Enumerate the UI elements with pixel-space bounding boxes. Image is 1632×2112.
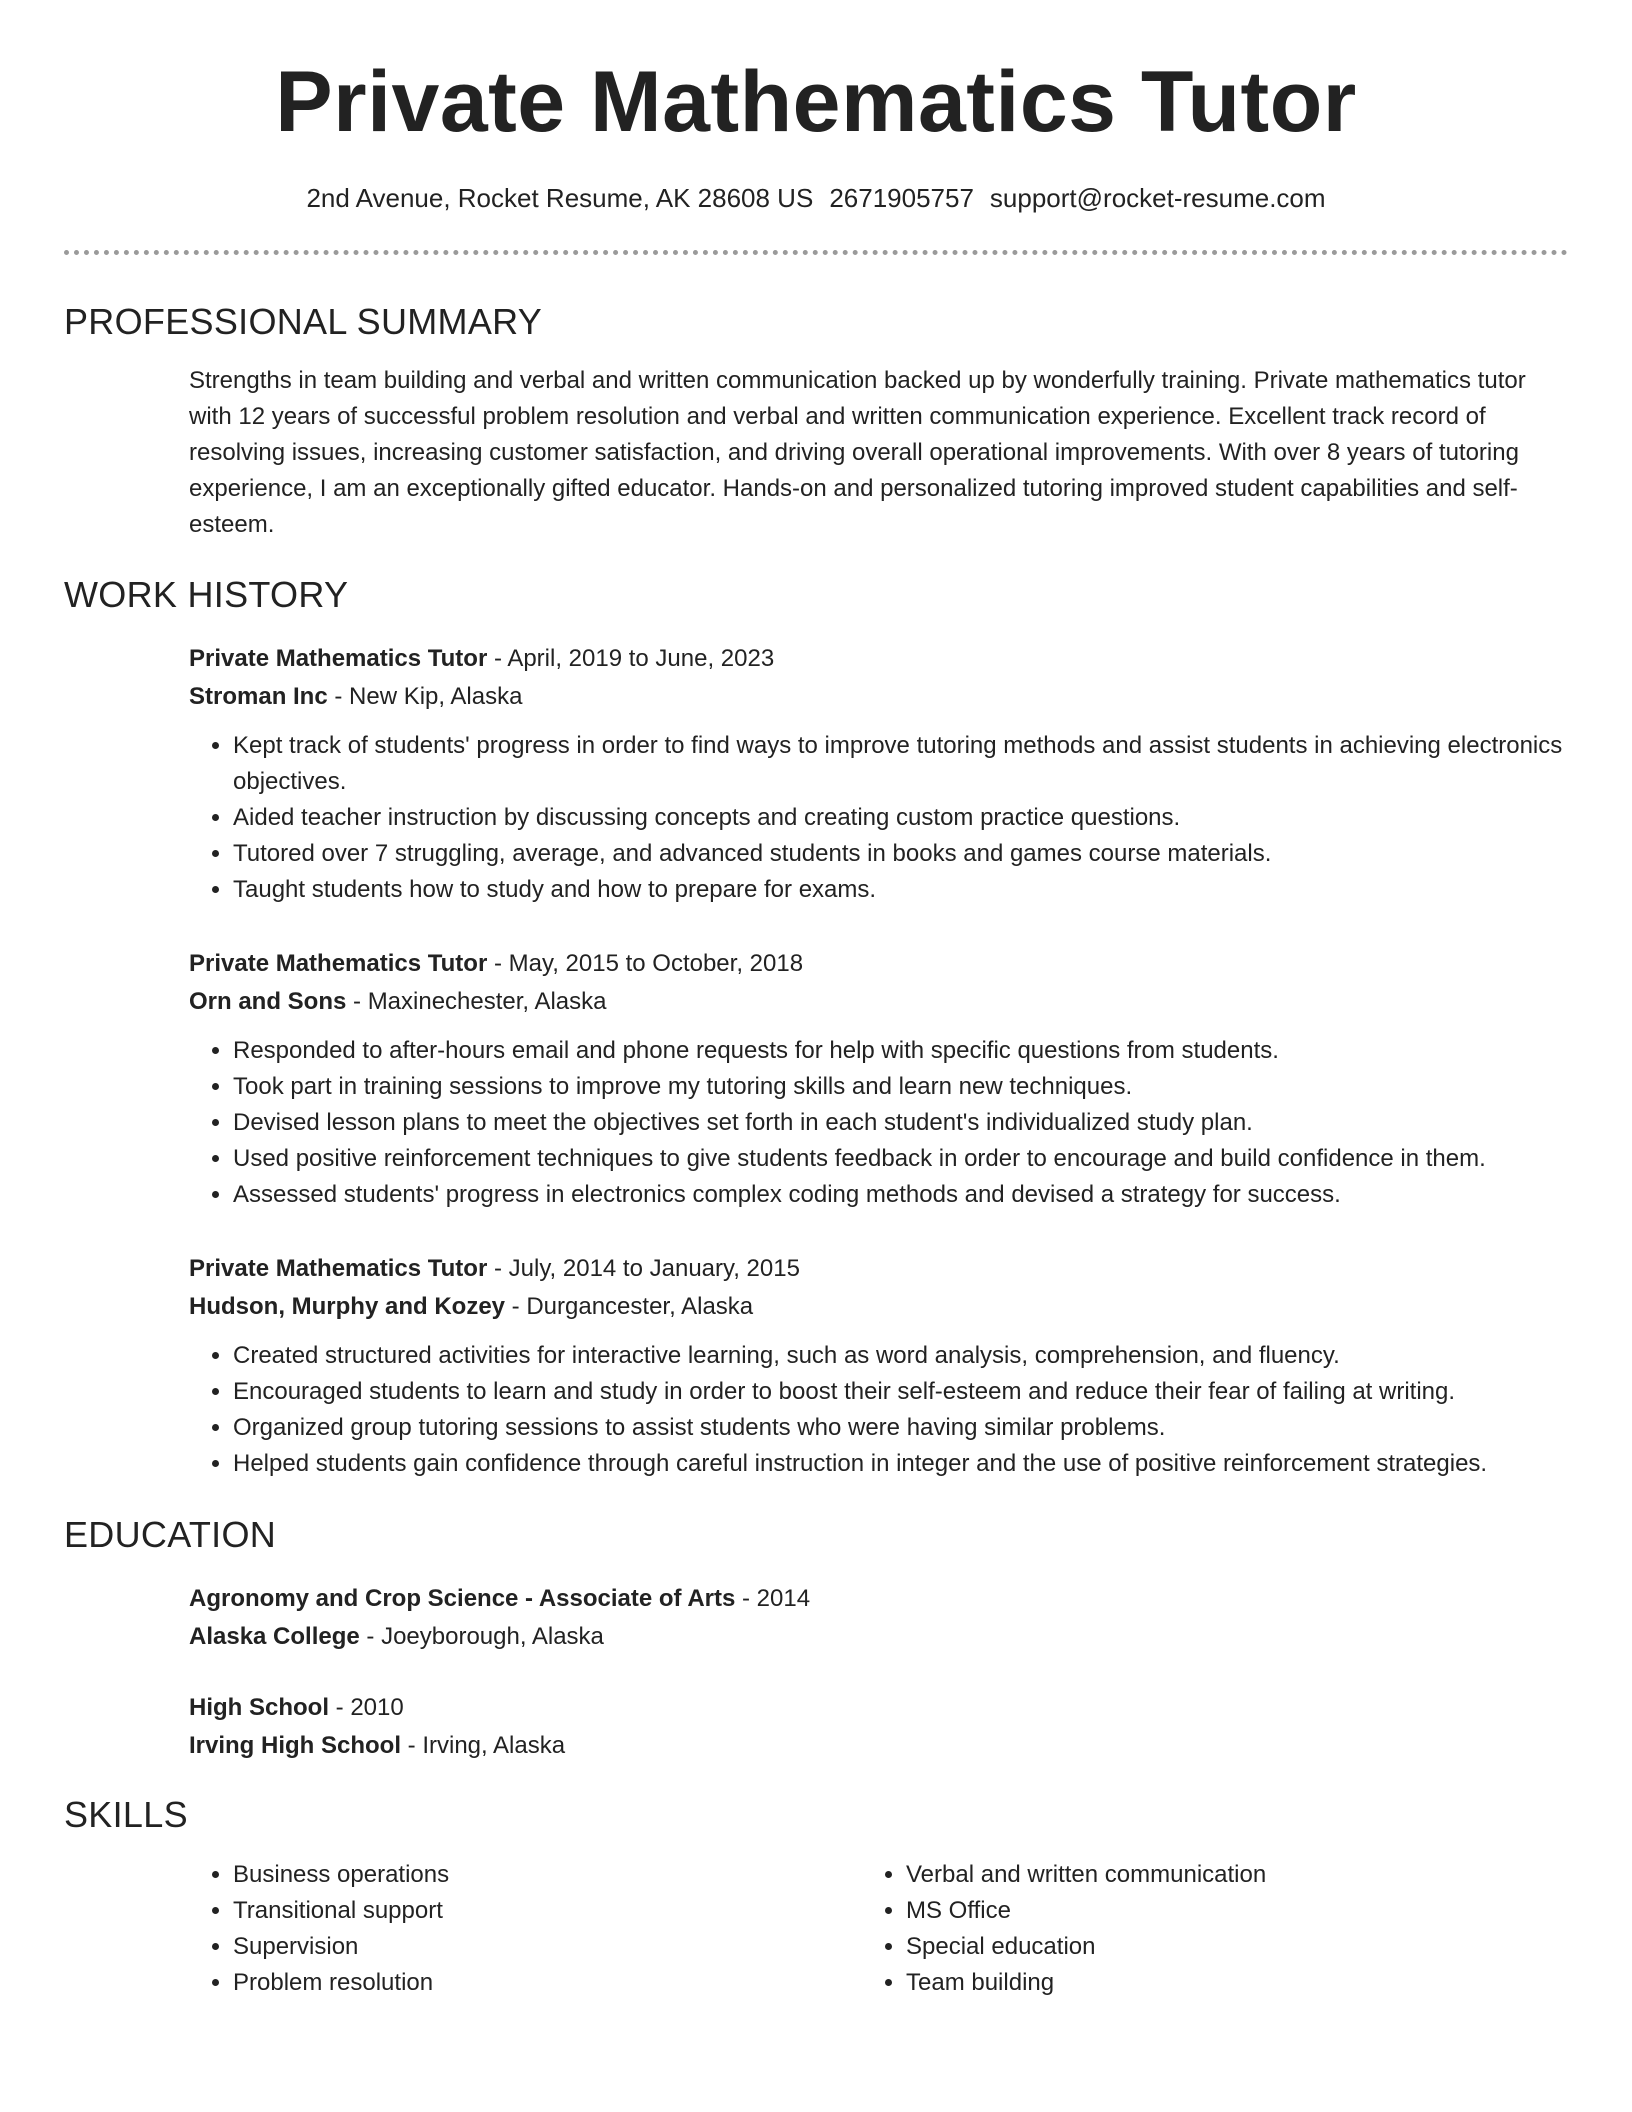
summary-text: Strengths in team building and verbal and written communication backed up by wonderfully training. Private mathematics tutor with 12 years of successful problem resolution and verbal and written communication experience. Excellent track record of resolving issues, increasing customer satisfaction, and driving overall operational improvements. With over 8 years of tutoring experience, I am an exceptionally gifted educator. Hands-on and personalized tutoring improved student capabilities and self-esteem. bbox=[189, 367, 1526, 538]
skill-item: • Business operations bbox=[233, 1857, 789, 1893]
job-bullet: • Organized group tutoring sessions to assist students who were having similar problems. bbox=[233, 1410, 1569, 1446]
skill-item: • Supervision bbox=[233, 1929, 789, 1965]
job-bullet: • Created structured activities for interactive learning, such as word analysis, comprehension, and fluency. bbox=[233, 1338, 1569, 1374]
job-role: Private Mathematics Tutor bbox=[189, 950, 488, 977]
job-role: Private Mathematics Tutor bbox=[189, 645, 488, 672]
education-year: - 2014 bbox=[735, 1585, 811, 1612]
education-degree-line bbox=[189, 1689, 1569, 1727]
skills-heading: SKILLS bbox=[64, 1794, 188, 1835]
skills-list bbox=[189, 1857, 789, 2001]
education-degree: High School bbox=[189, 1694, 329, 1721]
job-role: Private Mathematics Tutor bbox=[189, 1255, 488, 1282]
job-company: Orn and Sons bbox=[189, 988, 347, 1015]
job-title-line bbox=[189, 1250, 1569, 1288]
job-bullet: • Responded to after-hours email and phone requests for help with specific questions from students. bbox=[233, 1033, 1569, 1069]
job-bullet: • Assessed students' progress in electronics complex coding methods and devised a strategy for success. bbox=[233, 1177, 1569, 1213]
skills-column-right bbox=[862, 1857, 1462, 2001]
skill-item: • Transitional support bbox=[233, 1893, 789, 1929]
skill-item: • Problem resolution bbox=[233, 1965, 789, 2001]
skill-item: • Team building bbox=[906, 1965, 1462, 2001]
job-company: Hudson, Murphy and Kozey bbox=[189, 1293, 506, 1320]
job-title-line bbox=[189, 945, 1569, 983]
skills-list bbox=[862, 1857, 1462, 2001]
work-history-heading: WORK HISTORY bbox=[64, 574, 349, 615]
contact-line bbox=[0, 181, 1632, 215]
skill-item: • Special education bbox=[906, 1929, 1462, 1965]
education-school-line bbox=[189, 1618, 1569, 1656]
education-location: - Joeyborough, Alaska bbox=[359, 1623, 604, 1650]
job-dates: - April, 2019 to June, 2023 bbox=[487, 645, 775, 672]
education-school: Alaska College bbox=[189, 1623, 360, 1650]
job-company: Stroman Inc bbox=[189, 683, 328, 710]
job-entry bbox=[189, 640, 1569, 908]
contact-phone: 2671905757 bbox=[829, 183, 974, 213]
job-entry bbox=[189, 1250, 1569, 1482]
summary-section bbox=[189, 363, 1569, 543]
job-company-line bbox=[189, 983, 1569, 1021]
education-entry bbox=[189, 1689, 1569, 1765]
job-bullet: • Aided teacher instruction by discussing concepts and creating custom practice questions. bbox=[233, 800, 1569, 836]
education-entry bbox=[189, 1580, 1569, 1656]
job-dates: - May, 2015 to October, 2018 bbox=[487, 950, 804, 977]
job-bullet: • Helped students gain confidence through careful instruction in integer and the use of positive reinforcement strategies. bbox=[233, 1446, 1569, 1482]
summary-heading: PROFESSIONAL SUMMARY bbox=[64, 301, 543, 342]
education-location: - Irving, Alaska bbox=[401, 1732, 566, 1759]
job-bullet: • Taught students how to study and how to prepare for exams. bbox=[233, 872, 1569, 908]
education-school: Irving High School bbox=[189, 1732, 402, 1759]
job-company-line bbox=[189, 1288, 1569, 1326]
header-divider bbox=[64, 250, 1568, 255]
resume-name: Private Mathematics Tutor bbox=[275, 54, 1357, 150]
education-school-line bbox=[189, 1727, 1569, 1765]
job-bullet: • Encouraged students to learn and study in order to boost their self-esteem and reduce their fear of failing at writing. bbox=[233, 1374, 1569, 1410]
education-degree-line bbox=[189, 1580, 1569, 1618]
job-location: - New Kip, Alaska bbox=[327, 683, 523, 710]
job-bullet: • Devised lesson plans to meet the objectives set forth in each student's individualized study plan. bbox=[233, 1105, 1569, 1141]
job-bullet: • Kept track of students' progress in order to find ways to improve tutoring methods and assist students in achieving electronics objectives. bbox=[233, 728, 1569, 800]
job-bullets bbox=[189, 728, 1569, 908]
job-bullet: • Tutored over 7 struggling, average, and advanced students in books and games course materials. bbox=[233, 836, 1569, 872]
job-bullets bbox=[189, 1338, 1569, 1482]
education-degree: Agronomy and Crop Science - Associate of Arts bbox=[189, 1585, 736, 1612]
job-company-line bbox=[189, 678, 1569, 716]
job-dates: - July, 2014 to January, 2015 bbox=[487, 1255, 800, 1282]
skill-item: • MS Office bbox=[906, 1893, 1462, 1929]
job-location: - Durgancester, Alaska bbox=[505, 1293, 754, 1320]
contact-address: 2nd Avenue, Rocket Resume, AK 28608 US bbox=[306, 183, 814, 213]
job-bullet: • Used positive reinforcement techniques to give students feedback in order to encourage and build confidence in them. bbox=[233, 1141, 1569, 1177]
job-location: - Maxinechester, Alaska bbox=[346, 988, 607, 1015]
job-bullets bbox=[189, 1033, 1569, 1213]
job-entry bbox=[189, 945, 1569, 1213]
contact-email: support@rocket-resume.com bbox=[989, 183, 1326, 213]
education-year: - 2010 bbox=[329, 1694, 404, 1721]
job-title-line bbox=[189, 640, 1569, 678]
job-bullet: • Took part in training sessions to improve my tutoring skills and learn new techniques. bbox=[233, 1069, 1569, 1105]
education-heading: EDUCATION bbox=[64, 1514, 277, 1555]
skills-column-left bbox=[189, 1857, 789, 2001]
skill-item: • Verbal and written communication bbox=[906, 1857, 1462, 1893]
